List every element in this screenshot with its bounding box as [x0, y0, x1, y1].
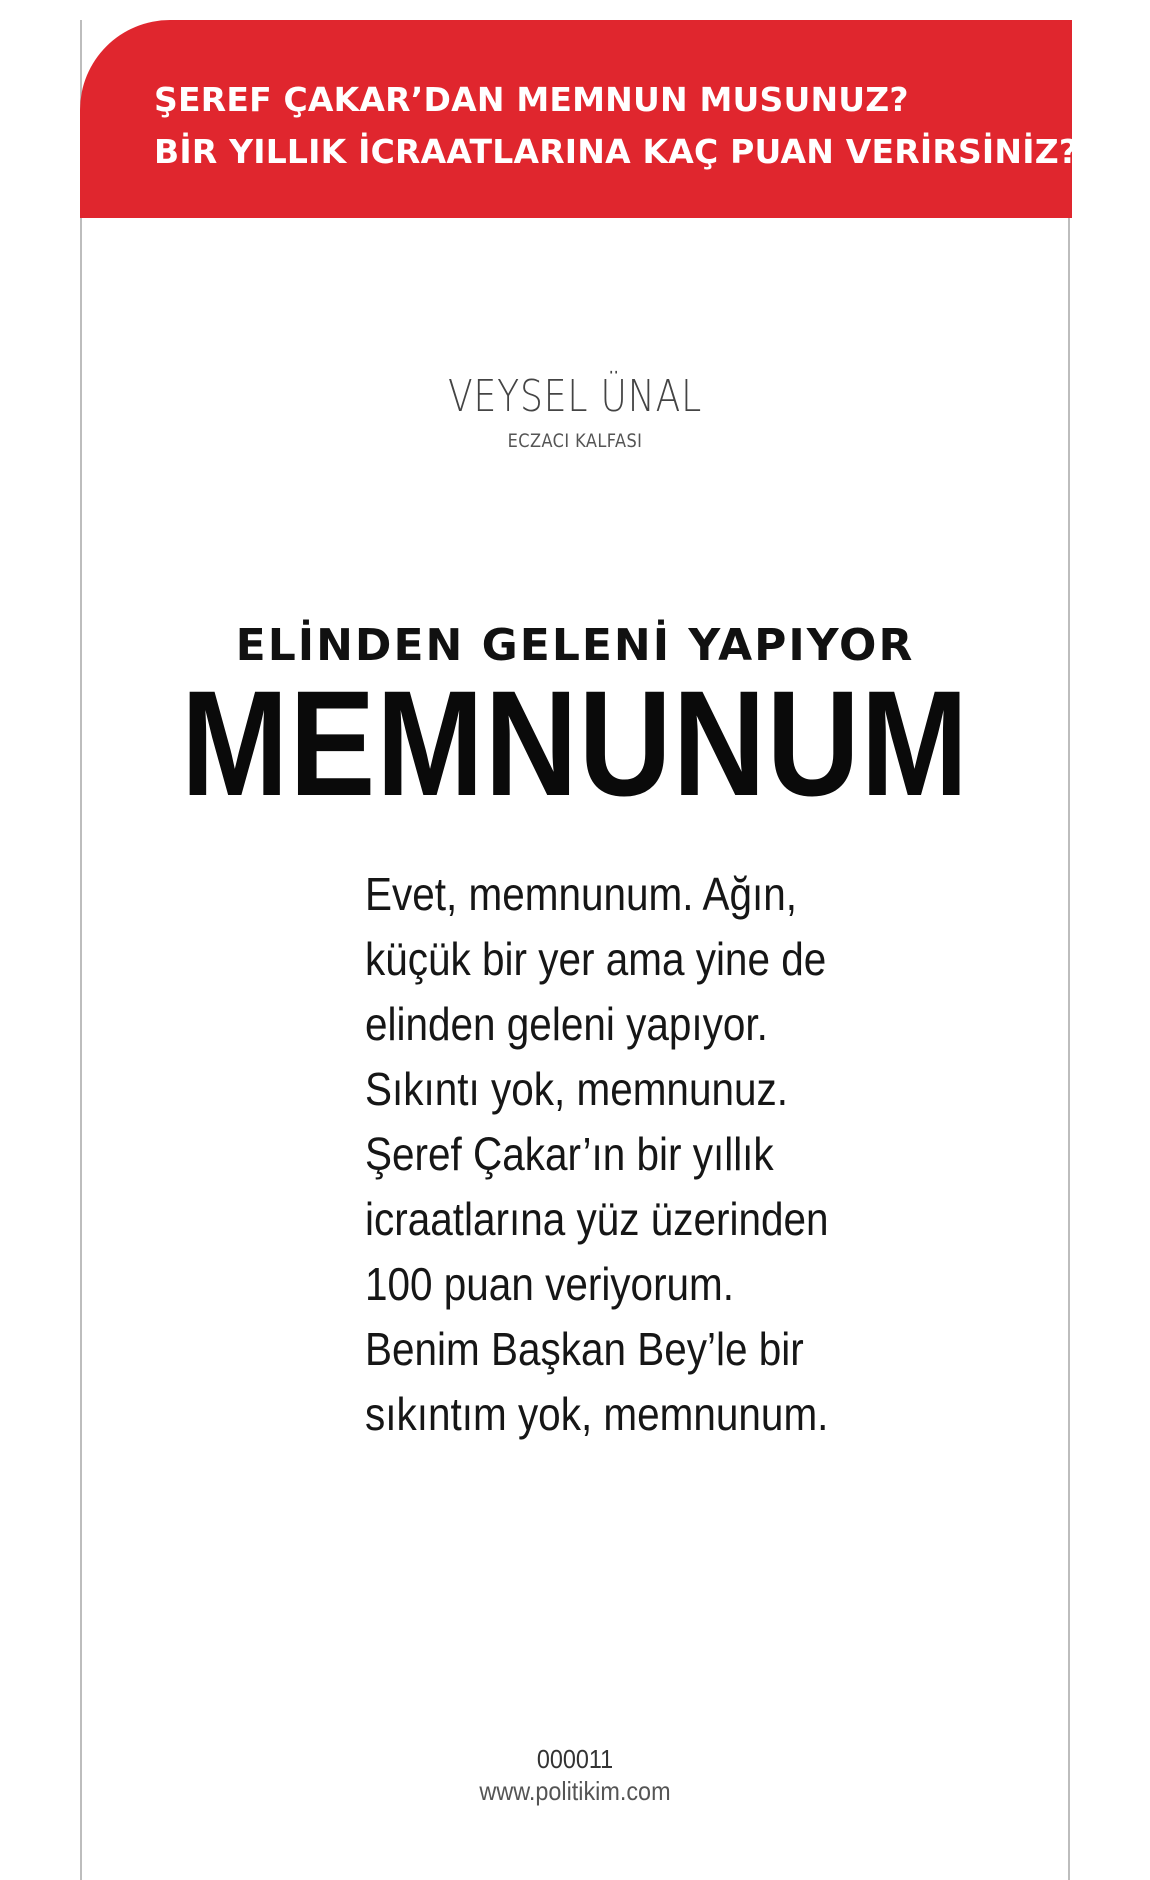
quote-line: icraatlarına yüz üzerinden: [365, 1193, 829, 1245]
question-line-1: ŞEREF ÇAKAR’DAN MEMNUN MUSUNUZ?: [154, 80, 909, 119]
footer: [0, 1743, 1150, 1807]
quote-line: elinden geleni yapıyor.: [365, 998, 768, 1050]
quote-line: sıkıntım yok, memnunum.: [365, 1388, 829, 1440]
page-code: 000011: [536, 1744, 614, 1774]
author-name: VEYSEL ÜNAL: [448, 371, 702, 422]
headline: MEMNUNUM: [181, 659, 969, 827]
website-link[interactable]: www.politikim.com: [479, 1776, 671, 1806]
quote-line: Sıkıntı yok, memnunuz.: [365, 1063, 788, 1115]
quote-line: küçük bir yer ama yine de: [365, 933, 827, 985]
author-role: ECZACI KALFASI: [507, 430, 643, 452]
question-line-2: BİR YILLIK İCRAATLARINA KAÇ PUAN VERİRSİNİZ?: [154, 132, 1079, 171]
quote-body: [365, 862, 858, 1447]
quote-line: 100 puan veriyorum.: [365, 1258, 735, 1310]
quote-line: Şeref Çakar’ın bir yıllık: [365, 1128, 774, 1180]
quote-line: Evet, memnunum. Ağın,: [365, 868, 797, 920]
question-banner: [80, 20, 1079, 218]
author-block: [0, 372, 1150, 452]
quote-line: Benim Başkan Bey’le bir: [365, 1323, 804, 1375]
subtitle: ELİNDEN GELENİ YAPIYOR: [235, 620, 915, 671]
